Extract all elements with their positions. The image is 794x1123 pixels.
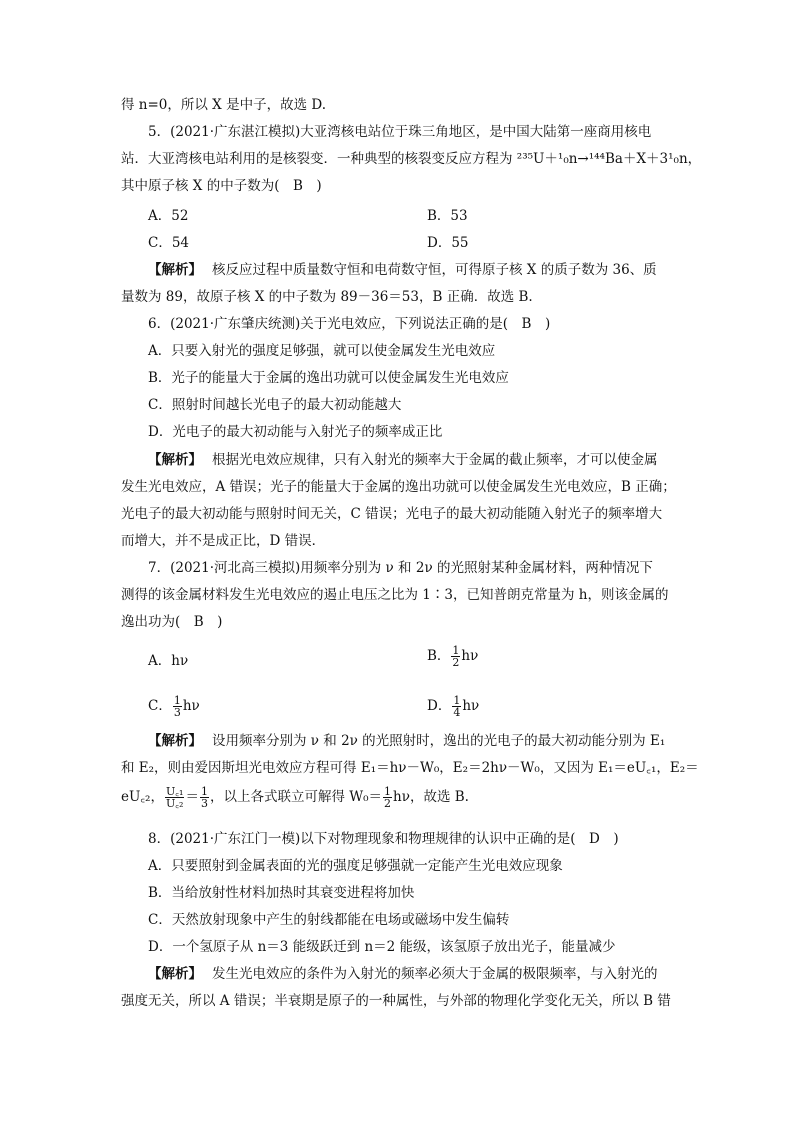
question-7-stem: 7．(2021·河北高三模拟)用频率分别为 ν 和 2ν 的光照射某种金属材料，两种情况下: [148, 560, 653, 576]
option-d: D． $\frac{1}{4}$ hν: [427, 694, 480, 719]
question-7-stem: 逸出功为( B ): [121, 614, 223, 630]
analysis-text: 根据光电效应规律，只有入射光的频率大于金属的截止频率，才可以使金属: [212, 452, 658, 468]
analysis-7: 和 E₂，则由爱因斯坦光电效应方程可得 E₁＝hν－W₀，E₂＝2hν－W₀，又因为 E₁＝eU꜀₁，E₂＝: [121, 760, 699, 776]
option-a: A．只要入射光的强度足够强，就可以使金属发生光电效应: [148, 343, 496, 359]
analysis-8: [148, 965, 708, 983]
option-b: B． $\frac{1}{2}$ hν: [427, 644, 479, 669]
option-a: A．只要照射到金属表面的光的强度足够强就一定能产生光电效应现象: [148, 858, 563, 874]
analysis-6: 而增大，并不是成正比，D 错误．: [121, 533, 326, 549]
analysis-8: 强度无关，所以 A 错误；半衰期是原子的一种属性，与外部的物理化学变化无关，所以 B 错: [121, 993, 671, 1009]
question-7-stem: 测得的该金属材料发生光电效应的遏止电压之比为 1∶3，已知普朗克常量为 h，则该金属的: [121, 587, 669, 603]
analysis-6: [148, 451, 708, 469]
option-c: C．54: [148, 235, 190, 251]
analysis-text: 核反应过程中质量数守恒和电荷数守恒，可得原子核 X 的质子数为 36、质: [212, 262, 657, 278]
option-c: C．照射时间越长光电子的最大初动能越大: [148, 397, 402, 413]
fraction: $\frac{1}{3}$: [173, 694, 181, 719]
question-5-stem: 其中原子核 X 的中子数为( B ): [121, 178, 322, 194]
fraction: $\frac{1}{2}$: [384, 785, 392, 810]
option-d: D．光电子的最大初动能与入射光子的频率成正比: [148, 424, 443, 440]
option-b: B．当给放射性材料加热时其衰变进程将加快: [148, 885, 415, 901]
analysis-text: 设用频率分别为 ν 和 2ν 的光照射时，逸出的光电子的最大初动能分别为 E₁: [212, 733, 666, 749]
text-line: 得 n=0，所以 X 是中子，故选 D.: [121, 97, 327, 113]
option-d: D．55: [427, 235, 469, 251]
analysis-7: eU꜀₂， $\frac{\text{U꜀₁}}{\text{U꜀₂}}$ ＝ $\frac{1}{3}$ ，以上各式联立可解得 W₀＝ $\frac{1}{2}$ hν，故选 B.: [121, 785, 469, 810]
fraction: $\frac{1}{3}$: [200, 785, 208, 810]
question-5-stem: 5．(2021·广东湛江模拟)大亚湾核电站位于珠三角地区，是中国大陆第一座商用核电: [148, 124, 652, 140]
option-b: B．53: [427, 208, 468, 224]
analysis-6: 光电子的最大初动能与照射时间无关，C 错误；光电子的最大初动能随入射光子的频率增大: [121, 506, 663, 522]
fraction: $\frac{1}{4}$: [453, 694, 461, 719]
analysis-7: [148, 732, 708, 750]
option-c: C．天然放射现象中产生的射线都能在电场或磁场中发生偏转: [148, 912, 510, 928]
question-5-stem: 站．大亚湾核电站利用的是核裂变．一种典型的核裂变反应方程为 ²³⁵U＋¹₀n→¹⁴⁴Ba＋X＋3¹₀n，: [121, 151, 702, 167]
analysis-text: 发生光电效应的条件为入射光的频率必须大于金属的极限频率，与入射光的: [212, 966, 658, 982]
analysis-5: [148, 261, 708, 279]
analysis-5: 量数为 89，故原子核 X 的中子数为 89－36＝53，B 正确．故选 B.: [121, 289, 533, 305]
question-8-stem: 8．(2021·广东江门一模)以下对物理现象和物理规律的认识中正确的是( D ): [148, 831, 619, 847]
analysis-6: 发生光电效应，A 错误；光子的能量大于金属的逸出功就可以使金属发生光电效应，B 正确；: [121, 479, 676, 495]
option-c: C． $\frac{1}{3}$ hν: [148, 694, 200, 719]
analysis-tag: 【解析】: [148, 966, 202, 982]
question-6-stem: 6．(2021·广东肇庆统测)关于光电效应，下列说法正确的是( B ): [148, 316, 551, 332]
fraction: $\frac{1}{2}$: [452, 644, 460, 669]
option-a: A．hν: [148, 653, 189, 669]
option-b: B．光子的能量大于金属的逸出功就可以使金属发生光电效应: [148, 370, 509, 386]
option-a: A．52: [148, 208, 189, 224]
fraction: $\frac{\text{U꜀₁}}{\text{U꜀₂}}$: [165, 785, 184, 810]
analysis-tag: 【解析】: [148, 733, 202, 749]
option-d: D．一个氢原子从 n＝3 能级跃迁到 n＝2 能级，该氢原子放出光子，能量减少: [148, 939, 616, 955]
analysis-tag: 【解析】: [148, 452, 202, 468]
analysis-tag: 【解析】: [148, 262, 202, 278]
